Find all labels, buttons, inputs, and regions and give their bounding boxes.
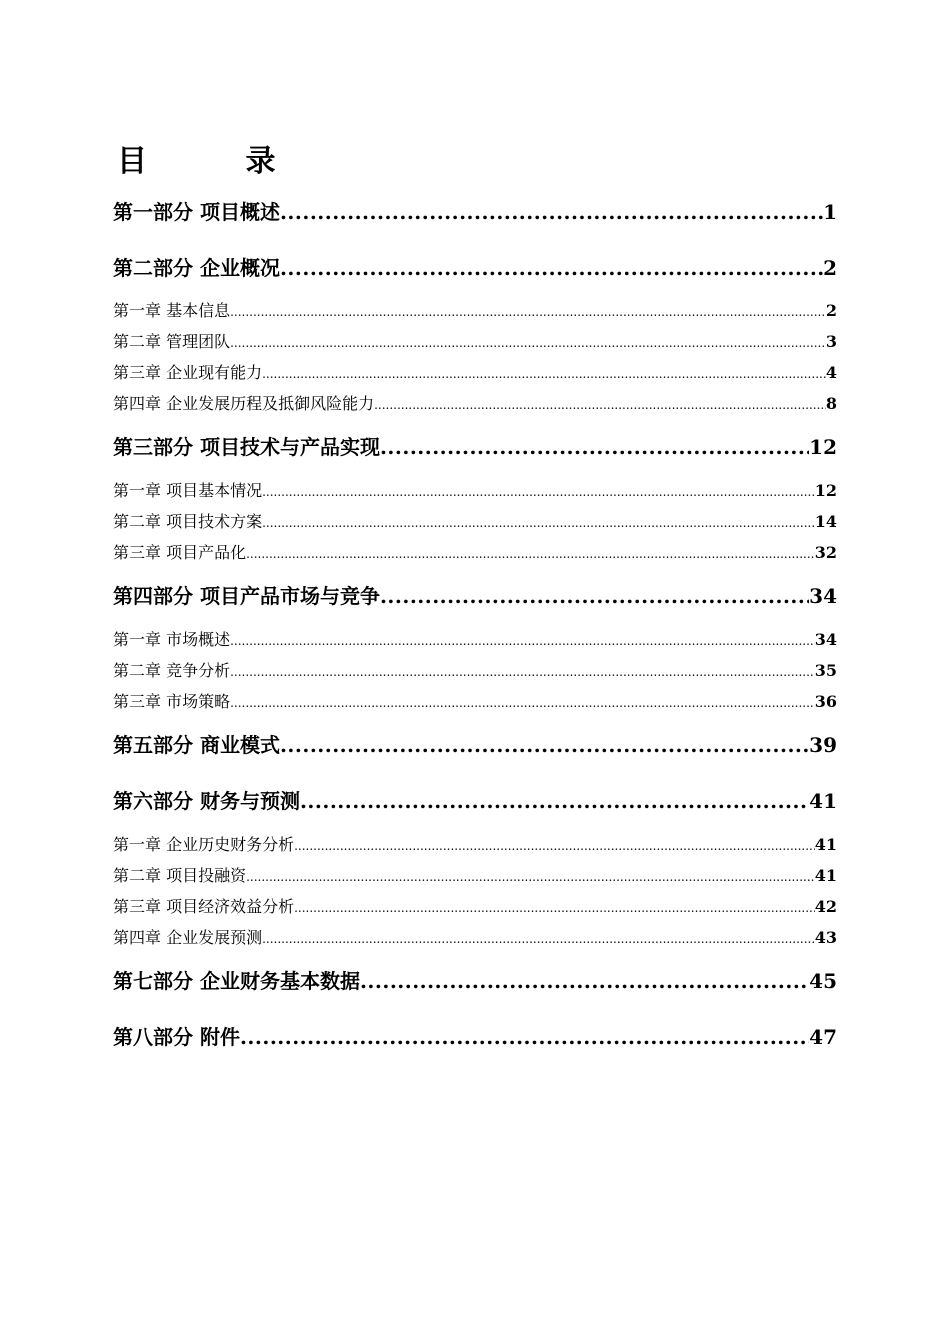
toc-page-number: 35 [814, 661, 837, 680]
toc-page-number: 8 [825, 394, 837, 413]
dot-leader [240, 1023, 809, 1051]
toc-page-number: 41 [809, 789, 837, 813]
toc-entry-label: 第三章 市场策略 [113, 692, 231, 711]
toc-chapter-entry[interactable] [113, 896, 837, 918]
dot-leader [360, 967, 809, 995]
toc-entry-label: 第三章 项目经济效益分析 [113, 897, 295, 916]
toc-entry-label: 第四章 企业发展预测 [113, 928, 263, 947]
dot-leader [246, 866, 815, 888]
dot-leader [262, 512, 815, 534]
toc-entry-label: 第一部分 项目概述 [113, 200, 280, 224]
toc-chapter-entry[interactable] [113, 393, 837, 415]
toc-entry-label: 第四章 企业发展历程及抵御风险能力 [113, 394, 375, 413]
toc-page-number: 4 [825, 363, 837, 382]
toc-page-number: 2 [825, 301, 837, 320]
toc-part-entry[interactable] [113, 433, 837, 461]
toc-entry-label: 第二章 项目技术方案 [113, 512, 263, 531]
dot-leader [280, 731, 809, 759]
dot-leader [230, 301, 826, 323]
toc-page-number: 2 [823, 256, 837, 280]
toc-chapter-entry[interactable] [113, 865, 837, 887]
dot-leader [262, 481, 815, 503]
toc-entry-label: 第二章 项目投融资 [113, 866, 247, 885]
toc-part-entry[interactable] [113, 254, 837, 282]
toc-entry-label: 第二章 竞争分析 [113, 661, 231, 680]
toc-page-number: 12 [809, 435, 837, 459]
toc-entry-label: 第四部分 项目产品市场与竞争 [113, 584, 380, 608]
toc-entry-label: 第三章 企业现有能力 [113, 363, 263, 382]
dot-leader [380, 433, 809, 461]
dot-leader [380, 582, 809, 610]
toc-entry-label: 第一章 基本信息 [113, 301, 231, 320]
dot-leader [230, 692, 815, 714]
toc-part-entry[interactable] [113, 1023, 837, 1051]
toc-page-number: 34 [814, 630, 837, 649]
toc-entry-label: 第五部分 商业模式 [113, 733, 280, 757]
dot-leader [230, 332, 826, 354]
dot-leader [280, 254, 823, 282]
toc-page-number: 47 [809, 1025, 837, 1049]
toc-part-entry[interactable] [113, 582, 837, 610]
toc-entry-label: 第一章 项目基本情况 [113, 481, 263, 500]
toc-part-entry[interactable] [113, 787, 837, 815]
toc-page-number: 42 [814, 897, 837, 916]
toc-chapter-entry[interactable] [113, 362, 837, 384]
toc-chapter-entry[interactable] [113, 927, 837, 949]
toc-part-entry[interactable] [113, 967, 837, 995]
toc-page-number: 41 [814, 866, 837, 885]
toc-entry-label: 第二章 管理团队 [113, 332, 231, 351]
toc-page-number: 36 [814, 692, 837, 711]
toc-entry-label: 第一章 市场概述 [113, 630, 231, 649]
toc-chapter-entry[interactable] [113, 834, 837, 856]
dot-leader [294, 897, 815, 919]
toc-page-number: 39 [809, 733, 837, 757]
toc-page-number: 12 [814, 481, 837, 500]
toc-chapter-entry[interactable] [113, 542, 837, 564]
toc-page-number: 32 [814, 543, 837, 562]
toc-entry-label: 第三部分 项目技术与产品实现 [113, 435, 380, 459]
dot-leader [230, 661, 815, 683]
dot-leader [262, 928, 815, 950]
toc-chapter-entry[interactable] [113, 480, 837, 502]
toc-chapter-entry[interactable] [113, 691, 837, 713]
toc-page-number: 14 [814, 512, 837, 531]
toc-page-number: 43 [814, 928, 837, 947]
toc-part-entry[interactable] [113, 731, 837, 759]
dot-leader [246, 543, 815, 565]
toc-chapter-entry[interactable] [113, 629, 837, 651]
toc-page-number: 34 [809, 584, 837, 608]
toc-entry-label: 第七部分 企业财务基本数据 [113, 969, 360, 993]
toc-page-number: 41 [814, 835, 837, 854]
toc-entry-label: 第六部分 财务与预测 [113, 789, 300, 813]
dot-leader [280, 198, 823, 226]
toc-chapter-entry[interactable] [113, 331, 837, 353]
toc-entry-label: 第二部分 企业概况 [113, 256, 280, 280]
toc-page-number: 45 [809, 969, 837, 993]
dot-leader [300, 787, 809, 815]
toc-page-number: 1 [823, 200, 837, 224]
toc-chapter-entry[interactable] [113, 511, 837, 533]
toc-chapter-entry[interactable] [113, 660, 837, 682]
toc-part-entry[interactable] [113, 198, 837, 226]
toc-entry-label: 第八部分 附件 [113, 1025, 240, 1049]
toc-page-number: 3 [825, 332, 837, 351]
dot-leader [374, 394, 826, 416]
dot-leader [262, 363, 826, 385]
toc-entry-label: 第三章 项目产品化 [113, 543, 247, 562]
toc-title: 目 录 [117, 144, 320, 179]
toc-chapter-entry[interactable] [113, 300, 837, 322]
dot-leader [294, 835, 815, 857]
dot-leader [230, 630, 815, 652]
toc-entry-label: 第一章 企业历史财务分析 [113, 835, 295, 854]
